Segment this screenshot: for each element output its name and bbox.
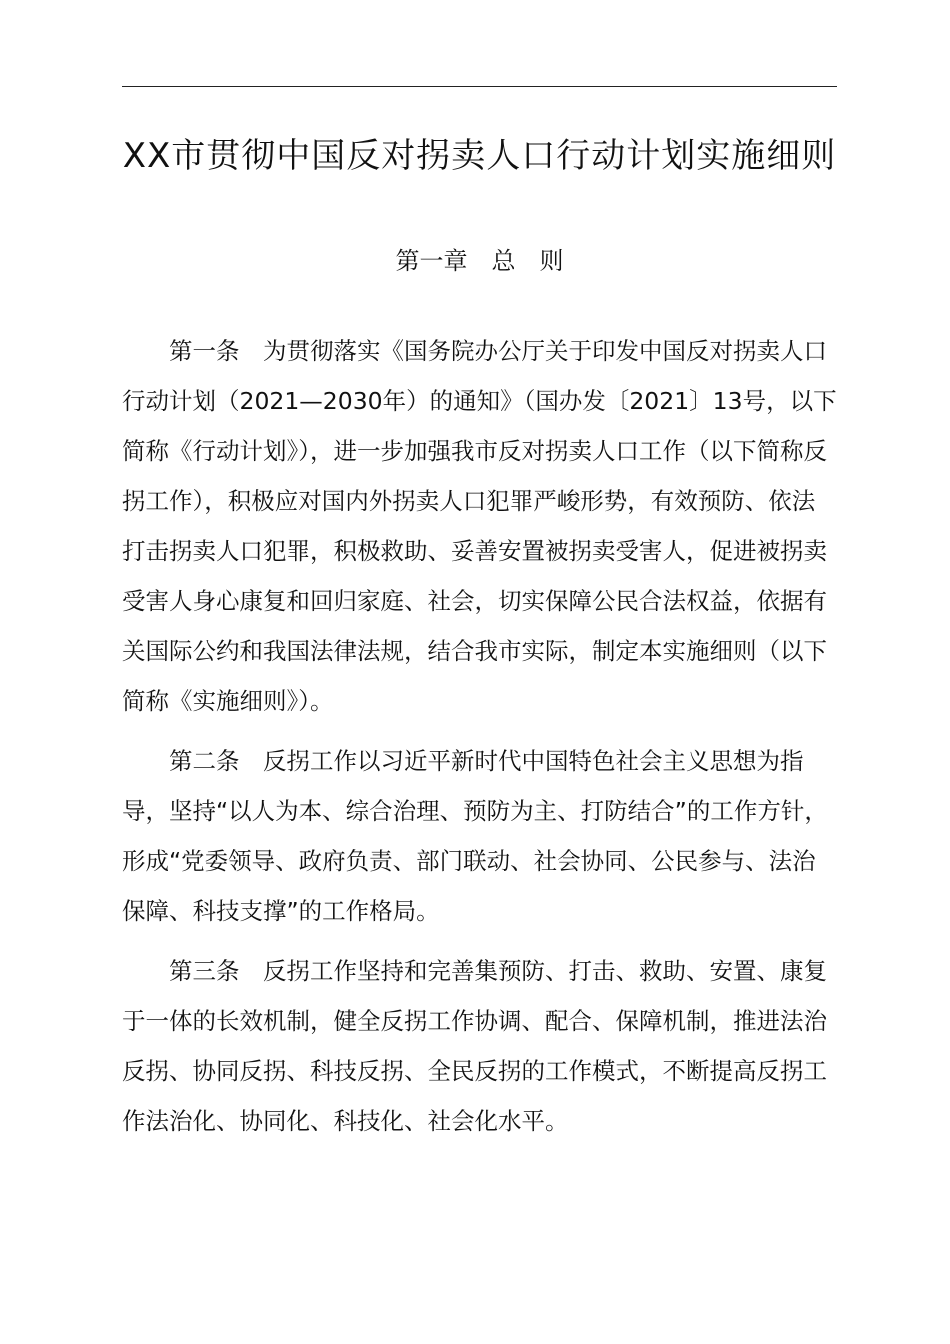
article-number: 第一条 <box>169 337 240 365</box>
header-rule <box>122 86 837 87</box>
document-body <box>122 326 837 1156</box>
article-text: 为贯彻落实《国务院办公厅关于印发中国反对拐卖人口行动计划（2021—2030年）的通知》（国办发〔2021〕13号，以下简称《行动计划》），进一步加强我市反对拐卖人口工作（以下简称反拐工作），积极应对国内外拐卖人口犯罪严峻形势，有效预防、依法打击拐卖人口犯罪，积极救助、妥善安置被拐卖受害人，促进被拐卖受害人身心康复和回归家庭、社会，切实保障公民合法权益，依据有关国际公约和我国法律法规，结合我市实际，制定本实施细则（以下简称《实施细则》）。 <box>122 337 837 715</box>
article-text: 反拐工作以习近平新时代中国特色社会主义思想为指导，坚持“以人为本、综合治理、预防为主、打防结合”的工作方针，形成“党委领导、政府负责、部门联动、社会协同、公民参与、法治保障、科技支撑”的工作格局。 <box>122 747 828 925</box>
chapter-heading: 第一章 总 则 <box>395 247 564 275</box>
article-3 <box>122 946 837 1146</box>
document-title: XX市贯彻中国反对拐卖人口行动计划实施细则 <box>122 136 837 176</box>
article-1 <box>122 326 837 726</box>
article-text: 反拐工作坚持和完善集预防、打击、救助、安置、康复于一体的长效机制，健全反拐工作协调、配合、保障机制，推进法治反拐、协同反拐、科技反拐、全民反拐的工作模式，不断提高反拐工作法治化、协同化、科技化、社会化水平。 <box>122 957 827 1135</box>
article-number: 第二条 <box>169 747 240 775</box>
article-2 <box>122 736 837 936</box>
article-number: 第三条 <box>169 957 240 985</box>
